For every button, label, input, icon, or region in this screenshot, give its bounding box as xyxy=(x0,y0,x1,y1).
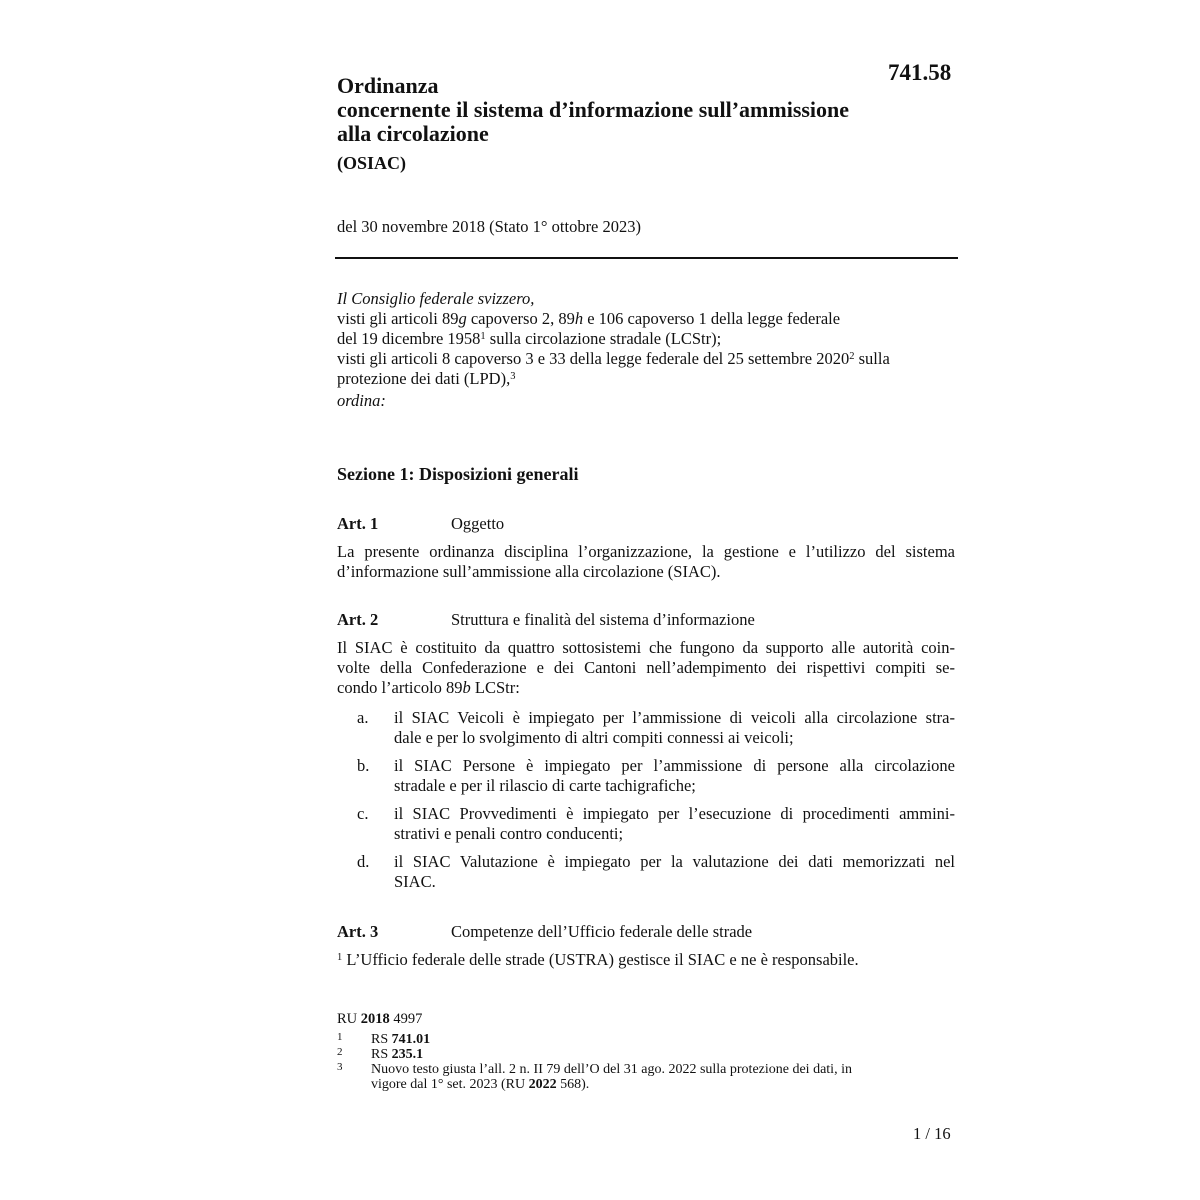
text-run: sulla xyxy=(854,349,890,368)
list-letter: c. xyxy=(357,804,369,823)
list-text xyxy=(394,852,955,892)
text-run: capoverso 2, 89 xyxy=(466,309,575,328)
paragraph-line xyxy=(337,678,955,698)
footnote-text xyxy=(371,1032,430,1047)
article-title: Struttura e finalità del sistema d’informazione xyxy=(451,610,755,629)
text-run: g xyxy=(458,309,467,328)
paragraph-line xyxy=(337,950,955,970)
article-title: Oggetto xyxy=(451,514,505,533)
footnote-number: 1 xyxy=(337,1031,343,1043)
paragraph-number: 1 xyxy=(337,952,343,963)
document-title xyxy=(337,74,957,146)
preamble-line xyxy=(337,309,957,329)
text-run: condo l’articolo 89 xyxy=(337,678,463,697)
paragraph-line: d’informazione sull’ammissione alla circolazione (SIAC). xyxy=(337,562,721,581)
footnote-number: 2 xyxy=(337,1046,343,1058)
text-run: vigore dal 1° set. 2023 (RU xyxy=(371,1077,529,1092)
preamble-line xyxy=(337,349,957,369)
article-paragraph xyxy=(337,950,955,970)
list-line: il SIAC Provvedimenti è impiegato per l’esecuzione di procedimenti ammini- xyxy=(394,804,955,823)
official-compilation-ref xyxy=(337,1011,422,1028)
text-run: L’Ufficio federale delle strade (USTRA) gestisce il SIAC e ne è responsabile. xyxy=(342,950,859,969)
text-run: 741.01 xyxy=(391,1032,431,1047)
article-number: Art. 1 xyxy=(337,514,379,533)
footnote xyxy=(337,1032,957,1047)
footnote-ref[interactable]: 3 xyxy=(510,371,516,382)
list-letter: a. xyxy=(357,708,369,727)
preamble-line xyxy=(337,369,957,389)
text-run: 2018 xyxy=(360,1011,390,1027)
section-heading: Sezione 1: Disposizioni generali xyxy=(337,464,579,484)
footnote xyxy=(337,1062,957,1094)
article-heading xyxy=(337,610,957,630)
preamble-authority: Il Consiglio federale svizzero, xyxy=(337,289,535,308)
list-line: il SIAC Veicoli è impiegato per l’ammissione di veicoli alla circolazione stra- xyxy=(394,708,955,727)
paragraph-line: La presente ordinanza disciplina l’organizzazione, la gestione e l’utilizzo del sistema xyxy=(337,542,955,561)
list-letter: d. xyxy=(357,852,370,871)
list-text xyxy=(394,804,955,844)
text-run: 2022 xyxy=(528,1077,557,1092)
article-paragraph xyxy=(337,542,955,582)
list-letter: b. xyxy=(357,756,370,775)
article-paragraph xyxy=(337,638,955,698)
text-run: RS xyxy=(371,1032,392,1047)
text-run: Nuovo testo giusta l’all. 2 n. II 79 dell’O del 31 ago. 2022 sulla protezione dei dati, in xyxy=(371,1062,852,1077)
footnote-number: 3 xyxy=(337,1061,343,1073)
document-abbreviation: (OSIAC) xyxy=(337,153,407,173)
preamble-line xyxy=(337,329,957,349)
paragraph-line: Il SIAC è costituito da quattro sottosistemi che fungono da supporto alle autorità coin- xyxy=(337,638,955,657)
document-date: del 30 novembre 2018 (Stato 1° ottobre 2023) xyxy=(337,217,642,236)
header-divider xyxy=(335,257,958,259)
footnote xyxy=(337,1047,957,1062)
text-run: b xyxy=(462,678,471,697)
text-run: 4997 xyxy=(389,1011,423,1027)
title-line: concernente il sistema d’informazione sull’ammissione xyxy=(337,97,850,122)
text-run: LCStr: xyxy=(470,678,520,697)
page-number: 1 / 16 xyxy=(913,1124,951,1143)
text-run: h xyxy=(574,309,584,328)
footnote-text xyxy=(371,1062,852,1092)
sr-number: 741.58 xyxy=(888,60,952,85)
title-line: alla circolazione xyxy=(337,121,489,146)
footnote-ref[interactable]: 1 xyxy=(480,331,486,342)
footnote-text xyxy=(371,1047,423,1062)
list-text xyxy=(394,708,955,748)
article-number: Art. 2 xyxy=(337,610,379,629)
footnote-ref[interactable]: 2 xyxy=(849,351,855,362)
text-run: visti gli articoli 8 capoverso 3 e 33 della legge federale del 25 settembre 2020 xyxy=(337,349,850,368)
list-line: stradale e per il rilascio di carte tachigrafiche; xyxy=(394,776,696,795)
text-run: e 106 capoverso 1 della legge federale xyxy=(583,309,841,328)
list-line: dale e per lo svolgimento di altri compiti connessi ai veicoli; xyxy=(394,728,794,747)
text-run: 568). xyxy=(556,1077,590,1092)
article-heading xyxy=(337,514,957,534)
preamble xyxy=(337,289,957,411)
paragraph-line: volte della Confederazione e dei Cantoni nell’adempimento dei rispettivi compiti se- xyxy=(337,658,955,677)
text-run: sulla circolazione stradale (LCStr); xyxy=(485,329,722,348)
list-line: il SIAC Persone è impiegato per l’ammissione di persone alla circolazione xyxy=(394,756,955,775)
text-run: protezione dei dati (LPD), xyxy=(337,369,511,388)
list-line: il SIAC Valutazione è impiegato per la valutazione dei dati memorizzati nel xyxy=(394,852,955,871)
list-text xyxy=(394,756,955,796)
article-number: Art. 3 xyxy=(337,922,379,941)
preamble-closing: ordina: xyxy=(337,391,386,410)
text-run: del 19 dicembre 1958 xyxy=(337,329,481,348)
footnotes xyxy=(337,1032,957,1094)
list-line: SIAC. xyxy=(394,872,436,891)
text-run: RS xyxy=(371,1047,392,1062)
text-run: RU xyxy=(337,1011,361,1027)
title-line: Ordinanza xyxy=(337,73,439,98)
article-heading xyxy=(337,922,957,942)
list-line: strativi e penali contro conducenti; xyxy=(394,824,624,843)
text-run: visti gli articoli 89 xyxy=(337,309,459,328)
article-title: Competenze dell’Ufficio federale delle strade xyxy=(451,922,753,941)
text-run: 235.1 xyxy=(391,1047,424,1062)
